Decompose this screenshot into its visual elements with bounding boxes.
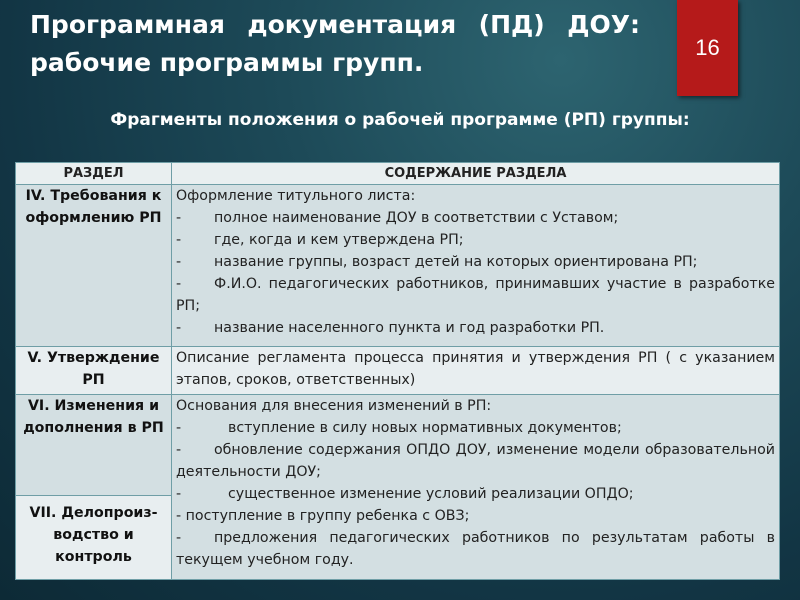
- list-item: Ф.И.О. педагогических работников, принимавших участие в разработке РП;: [176, 276, 775, 314]
- title-word: (ПД): [478, 10, 545, 39]
- header-section: РАЗДЕЛ: [15, 162, 172, 185]
- list-item: название группы, возраст детей на которых ориентирована РП;: [214, 254, 698, 270]
- slide-title: [30, 6, 640, 82]
- title-word: Программная: [30, 10, 225, 39]
- content-intro: Основания для внесения изменений в РП:: [176, 398, 492, 414]
- list-item: - поступление в группу ребенка с ОВЗ;: [176, 508, 470, 524]
- slide-subtitle: Фрагменты положения о рабочей программе (РП) группы:: [110, 110, 690, 130]
- list-item: вступление в силу новых нормативных документов;: [228, 420, 622, 436]
- section-vii: VII. Делопроиз-водство и контроль: [15, 495, 172, 580]
- content-vi-vii: Основания для внесения изменений в РП: - вступление в силу новых нормативных документов; - обновление содержания ОПДО ДОУ, изменение модели образовательной деятельности ДОУ; - существенное изменение условий реализации ОПДО; - поступление в группу ребенка с ОВЗ; - предложения педагогических работников по результатам работы в текущем учебном году.: [171, 394, 780, 580]
- list-item: где, когда и кем утверждена РП;: [214, 232, 464, 248]
- title-line-2: рабочие программы групп.: [30, 48, 424, 77]
- list-item: предложения педагогических работников по результатам работы в текущем учебном году.: [176, 530, 775, 568]
- title-word: документация: [247, 10, 457, 39]
- list-item: существенное изменение условий реализации ОПДО;: [228, 486, 634, 502]
- list-item: полное наименование ДОУ в соответствии с Уставом;: [214, 210, 619, 226]
- section-v: V. Утверждение РП: [15, 346, 172, 395]
- content-v: Описание регламента процесса принятия и утверждения РП ( с указанием этапов, сроков, ответственных): [171, 346, 780, 395]
- content-intro: Оформление титульного листа:: [176, 188, 416, 204]
- section-vi: VI. Изменения и дополнения в РП: [15, 394, 172, 496]
- content-iv: Оформление титульного листа: - полное наименование ДОУ в соответствии с Уставом; - где, когда и кем утверждена РП; - название группы, возраст детей на которых ориентирована РП; - Ф.И.О. педагогических работников, принимавших участие в разработке РП; - название населенного пункта и год разработки РП.: [171, 184, 780, 347]
- title-word: ДОУ:: [567, 10, 640, 39]
- section-iv: IV. Требования к оформлению РП: [15, 184, 172, 347]
- page-number-badge: 16: [677, 0, 738, 96]
- list-item: обновление содержания ОПДО ДОУ, изменение модели образовательной деятельности ДОУ;: [176, 442, 775, 480]
- list-item: название населенного пункта и год разработки РП.: [214, 320, 605, 336]
- header-content: СОДЕРЖАНИЕ РАЗДЕЛА: [171, 162, 780, 185]
